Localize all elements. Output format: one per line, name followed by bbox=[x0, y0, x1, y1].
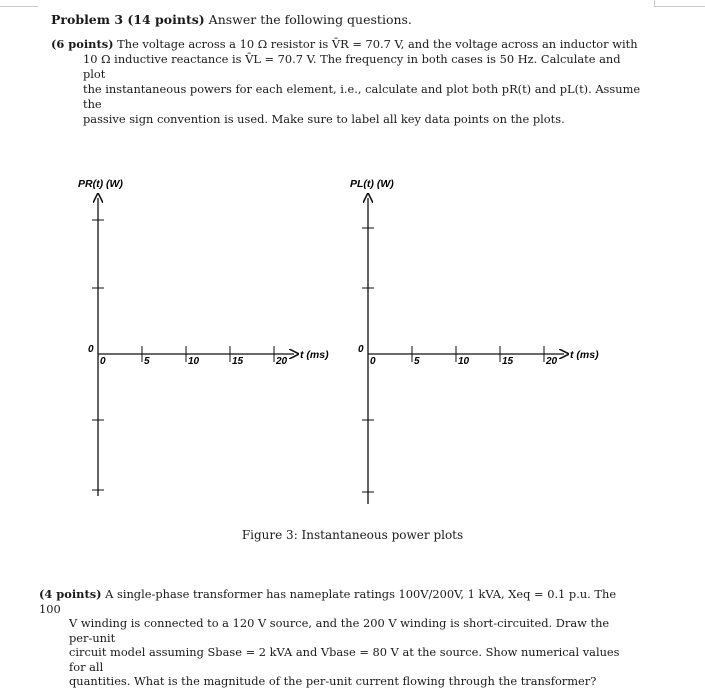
plot-pr-origin-label: 0 bbox=[88, 344, 94, 355]
part1-line2: 10 Ω inductive reactance is V̄L = 70.7 V. The frequency in both cases is 50 Hz. Calculate and plot bbox=[83, 52, 621, 81]
plot-pr-xtick-label: 20 bbox=[276, 356, 288, 367]
part1-line3: the instantaneous powers for each element, i.e., calculate and plot both pR(t) and pL(t). Assume the bbox=[83, 82, 641, 111]
part1-line4: passive sign convention is used. Make sure to label all key data points on the plots. bbox=[83, 112, 565, 126]
plot-pl-zero-label: 0 bbox=[370, 356, 376, 367]
part1-text bbox=[51, 37, 641, 127]
part1-line1 bbox=[51, 37, 641, 52]
figure-caption: Figure 3: Instantaneous power plots bbox=[241, 528, 464, 542]
part2-line4: quantities. What is the magnitude of the per-unit current flowing through the transformer? bbox=[69, 674, 597, 688]
part2-line1-text: A single-phase transformer has nameplate ratings 100V/200V, 1 kVA, Xeq = 0.1 p.u. The 100 bbox=[39, 587, 617, 616]
plot-pr-xlabel: t (ms) bbox=[300, 349, 329, 361]
plot-pr-xtick-label: 10 bbox=[188, 356, 200, 367]
page-corner-right bbox=[654, 0, 705, 7]
plot-pl-xlabel: t (ms) bbox=[570, 349, 599, 361]
part1-points: (6 points) bbox=[51, 37, 114, 51]
plot-pr-xtick-label: 5 bbox=[144, 356, 150, 367]
plot-pr-ylabel: PR(t) (W) bbox=[78, 178, 123, 190]
part1-line1-text: The voltage across a 10 Ω resistor is V̄R = 70.7 V, and the voltage across an inductor with bbox=[113, 37, 638, 51]
part2-points: (4 points) bbox=[39, 587, 102, 601]
part2-line2: V winding is connected to a 120 V source, and the 200 V winding is short-circuited. Draw the per-unit bbox=[69, 616, 610, 645]
problem-title: Problem 3 (14 points) bbox=[51, 12, 205, 27]
problem-instruction: Answer the following questions. bbox=[204, 12, 412, 27]
plot-pr bbox=[70, 170, 340, 510]
plot-pr-zero-label: 0 bbox=[100, 356, 106, 367]
plot-pl bbox=[340, 170, 610, 510]
part2-line1 bbox=[39, 587, 629, 616]
plot-pl-xtick-label: 10 bbox=[458, 356, 470, 367]
part2-line3: circuit model assuming Sbase = 2 kVA and Vbase = 80 V at the source. Show numerical values for all bbox=[69, 645, 620, 674]
page-corner-left bbox=[0, 0, 38, 7]
plot-pl-xtick-label: 15 bbox=[502, 356, 514, 367]
part2-text bbox=[39, 587, 629, 689]
problem-heading bbox=[51, 12, 412, 27]
plot-pl-ylabel: PL(t) (W) bbox=[350, 178, 394, 190]
plot-pl-xtick-label: 20 bbox=[546, 356, 558, 367]
plot-pl-origin-label: 0 bbox=[358, 344, 364, 355]
plot-pr-xtick-label: 15 bbox=[232, 356, 244, 367]
plot-pl-xtick-label: 5 bbox=[414, 356, 420, 367]
